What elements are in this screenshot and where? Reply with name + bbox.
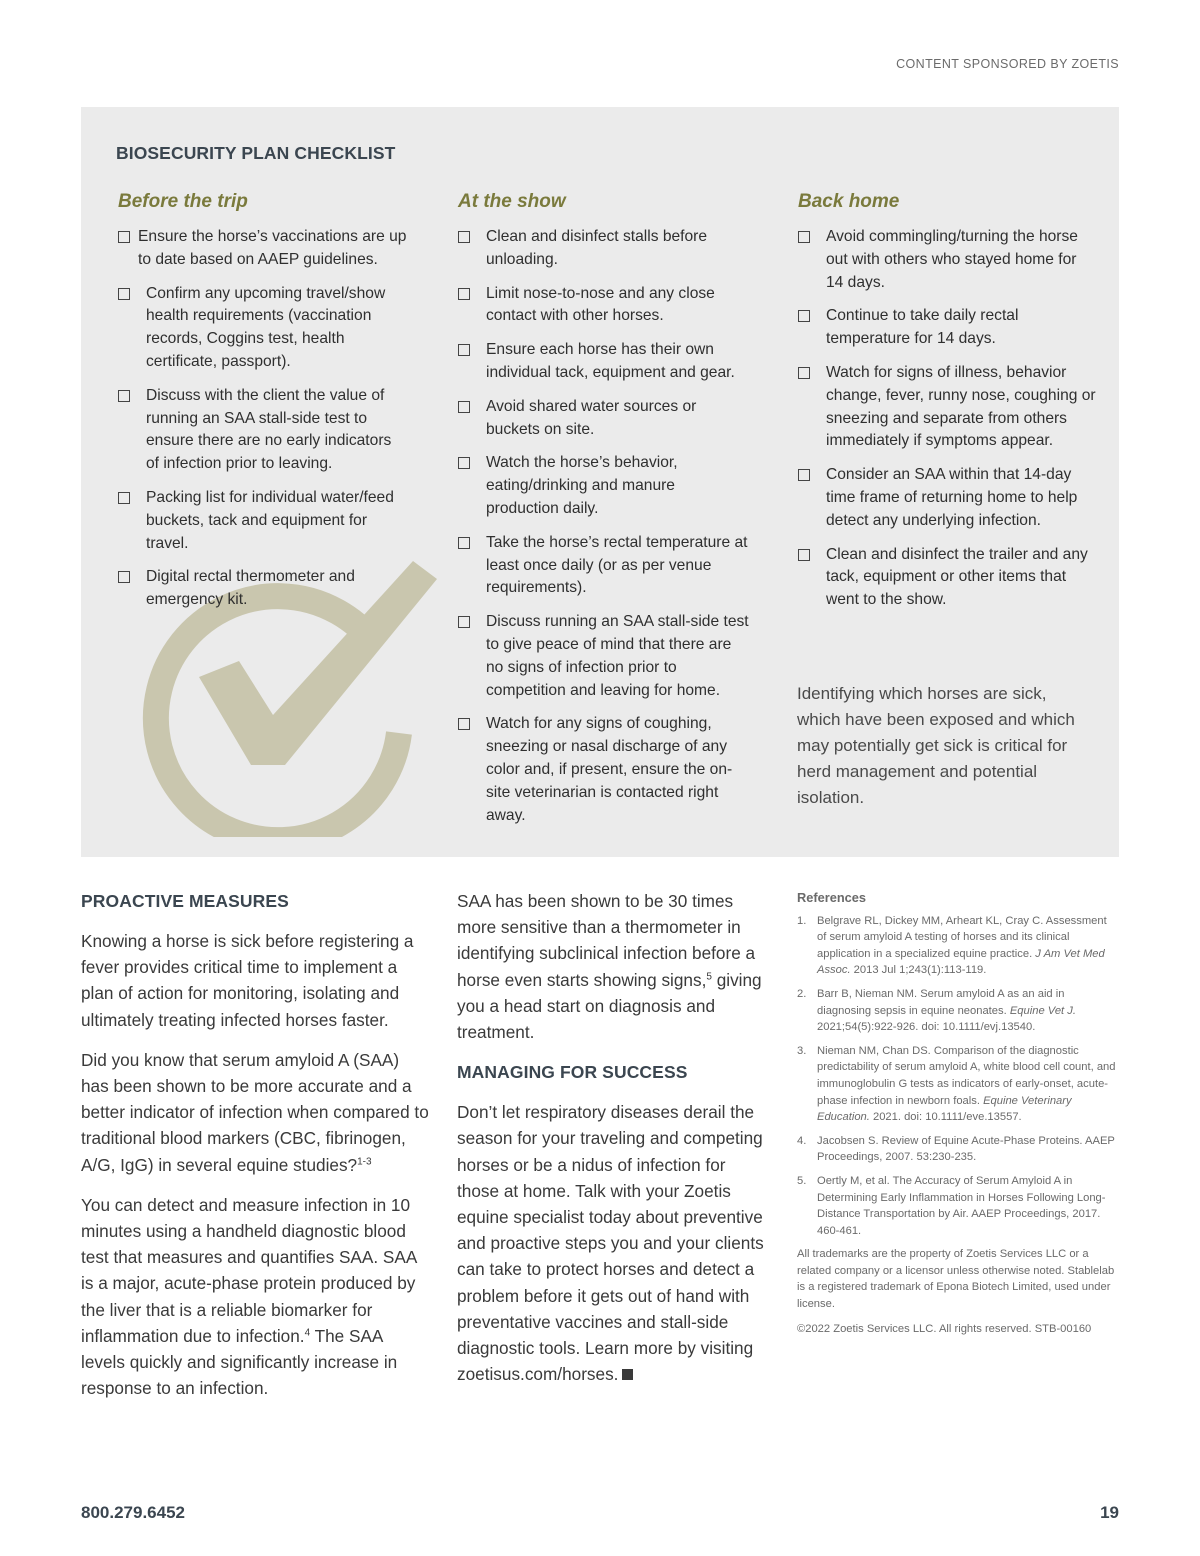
trademark-notice: All trademarks are the property of Zoetis Services LLC or a related company or a licensor unless otherwise noted. Stablelab is a registered trademark of Epona Biotech Limited, used under license. [797, 1248, 1115, 1311]
citation: 5 [706, 970, 712, 982]
callout-text: Identifying which horses are sick, which have been exposed and which may potentially get sick is critical for herd management and potential isolation. [797, 684, 1075, 807]
paragraph: Did you know that serum amyloid A (SAA) has been shown to be more accurate and a better indicator of infection when compared to traditional blood markers (CBC, fibrinogen, A/G, IgG) in several equine studies?$^{1-3}$ [81, 1049, 429, 1175]
checklist-item: Ensure each horse has their own individual tack, equipment and gear. [458, 339, 750, 385]
references-heading: References [797, 890, 867, 905]
checklist-item: Clean and disinfect stalls before unloading. [458, 226, 750, 272]
checkbox-icon [118, 571, 130, 583]
section-heading: PROACTIVE MEASURES [81, 891, 289, 911]
references [797, 890, 1119, 1345]
checklist-item: Discuss with the client the value of running an SAA stall-side test to ensure there are no early indicators of infection prior to leaving. [118, 385, 408, 476]
end-mark-icon [622, 1369, 633, 1380]
section-heading: MANAGING FOR SUCCESS [457, 1062, 688, 1083]
checkbox-icon [118, 390, 130, 402]
checkbox-icon [458, 231, 470, 243]
checkbox-icon [118, 492, 130, 504]
paragraph: Knowing a horse is sick before registering a fever provides critical time to implement a plan of action for monitoring, isolating and ultimately treating infected horses faster. [81, 931, 414, 1030]
citation: 4 [304, 1327, 311, 1339]
checkbox-icon [458, 288, 470, 300]
checklist-item: Confirm any upcoming travel/show health requirements (vaccination records, Coggins test, health certificate, passport). [118, 283, 408, 374]
checkbox-icon [118, 288, 130, 300]
checklist-item: Discuss running an SAA stall-side test to give peace of mind that there are no signs of infection prior to competition and leaving for home. [458, 611, 750, 702]
checklist-item: Clean and disinfect the trailer and any tack, equipment or other items that went to the show. [798, 544, 1098, 612]
checklist-item: Watch for signs of illness, behavior change, fever, runny nose, coughing or sneezing and separate from others immediately if symptoms appear. [798, 362, 1098, 453]
checkbox-icon [798, 310, 810, 322]
checklist-item: Avoid commingling/turning the horse out with others who stayed home for 14 days. [798, 226, 1098, 294]
column-before-trip [118, 191, 408, 623]
checkbox-icon [458, 537, 470, 549]
column-heading: At the show [458, 191, 566, 212]
checklist-title: BIOSECURITY PLAN CHECKLIST [116, 143, 396, 163]
reference-item: 2. Barr B, Nieman NM. Serum amyloid A as an aid in diagnosing sepsis in equine neonates. Equine Vet J. 2021;54(5):922-926. doi: 10.1111/evj.13540. [797, 987, 1076, 1034]
checklist-item: Continue to take daily rectal temperature for 14 days. [798, 305, 1098, 351]
paragraph: You can detect and measure infection in 10 minutes using a handheld diagnostic blood test that measures and quantifies SAA. SAA is a major, acute-phase protein produced by the liver that is a reliable biomarker for inflammation due to infection.$^4$ The SAA levels quickly and significantly increase in response to an infection. [81, 1194, 417, 1399]
checkbox-icon [458, 616, 470, 628]
paragraph: Don’t let respiratory diseases derail the season for your traveling and competing horses or be a nidus of infection for those at home. Talk with your Zoetis equine specialist today about preventive and proactive steps you and your clients can take to protect horses and detect a problem before it gets out of hand with preventative vaccines and stall-side diagnostic tools. Learn more by visiting zoetisus.com/horses. [457, 1102, 764, 1385]
reference-item: 5. Oertly M, et al. The Accuracy of Serum Amyloid A in Determining Early Inflammation in Horses Following Long-Distance Transportation by Air. AAEP Proceedings, 2017. 460-461. [797, 1174, 1106, 1237]
column-heading: Before the trip [118, 191, 248, 212]
copyright-notice: ©2022 Zoetis Services LLC. All rights reserved. STB-00160 [797, 1322, 1092, 1335]
managing-column [457, 888, 767, 1401]
checklist-item: Digital rectal thermometer and emergency kit. [118, 566, 408, 612]
checklist-item: Packing list for individual water/feed buckets, tack and equipment for travel. [118, 487, 408, 555]
checkbox-icon [458, 401, 470, 413]
reference-item: 3. Nieman NM, Chan DS. Comparison of the diagnostic predictability of serum amyloid A, white blood cell count, and immunoglobulin G tests as indicators of early-onset, acute-phase infection in newborn foals. Equine Veterinary Education. 2021. doi: 10.1111/eve.13557. [797, 1044, 1116, 1124]
checklist-item: Avoid shared water sources or buckets on site. [458, 396, 750, 442]
footer-phone: 800.279.6452 [81, 1503, 185, 1522]
checklist-item: Ensure the horse’s vaccinations are up to date based on AAEP guidelines. [118, 226, 408, 272]
checklist-item: Watch for any signs of coughing, sneezing or nasal discharge of any color and, if present, ensure the on-site veterinarian is contacted right away. [458, 713, 750, 827]
checklist-item: Consider an SAA within that 14-day time frame of returning home to help detect any underlying infection. [798, 464, 1098, 532]
reference-item: 4. Jacobsen S. Review of Equine Acute-Phase Proteins. AAEP Proceedings, 2007. 53:230-235. [797, 1134, 1115, 1164]
checkbox-icon [118, 231, 130, 243]
column-at-show [458, 191, 750, 838]
checkbox-icon [798, 231, 810, 243]
citation: 1-3 [357, 1155, 372, 1167]
checkbox-icon [798, 469, 810, 481]
sponsor-label: CONTENT SPONSORED BY ZOETIS [896, 57, 1119, 71]
checkbox-icon [458, 718, 470, 730]
checklist-item: Limit nose-to-nose and any close contact with other horses. [458, 283, 750, 329]
column-back-home [798, 191, 1098, 623]
column-heading: Back home [798, 191, 900, 212]
reference-item: 1. Belgrave RL, Dickey MM, Arheart KL, Cray C. Assessment of serum amyloid A testing of horses and its clinical application in a specialized equine practice. J Am Vet Med Assoc. 2013 Jul 1;243(1):113-119. [797, 914, 1107, 977]
checklist-item: Watch the horse’s behavior, eating/drinking and manure production daily. [458, 452, 750, 520]
biosecurity-checklist [81, 107, 1119, 857]
paragraph: SAA has been shown to be 30 times more sensitive than a thermometer in identifying subclinical infection before a horse even starts showing signs,$^5$ giving you a head start on diagnosis and treatment. [457, 891, 762, 1043]
checkbox-icon [458, 457, 470, 469]
checkbox-icon [798, 549, 810, 561]
checkbox-icon [798, 367, 810, 379]
checklist-item: Take the horse’s rectal temperature at least once daily (or as per venue requirements). [458, 532, 750, 600]
proactive-measures-column [81, 888, 431, 1415]
checkbox-icon [458, 344, 470, 356]
page-number: 19 [1100, 1503, 1119, 1522]
